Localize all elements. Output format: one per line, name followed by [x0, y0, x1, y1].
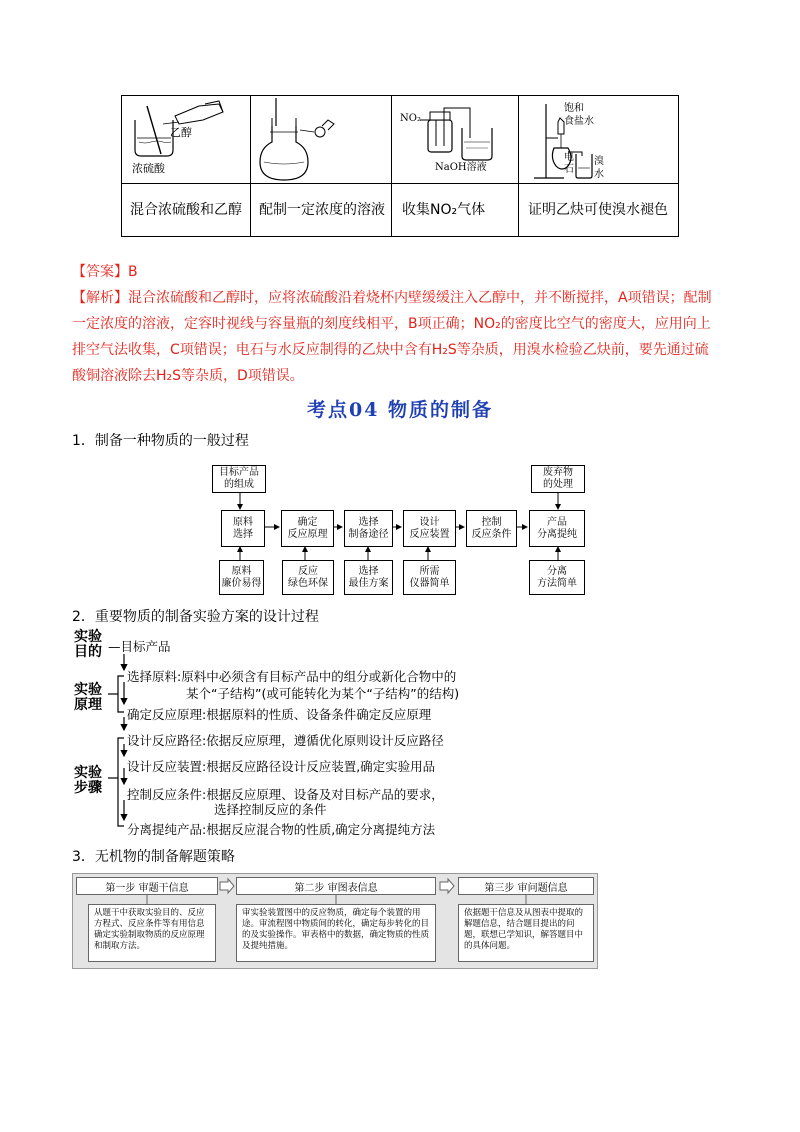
heading-1: 1．制备一种物质的一般过程	[72, 433, 249, 449]
flow1-step-raw-material: 原料 选择	[221, 510, 265, 547]
label-naoh: NaOH溶液	[435, 162, 487, 173]
label-bromine-1: 溴	[594, 156, 604, 167]
analysis-line-1: 【解析】混合浓硫酸和乙醇时，应将浓硫酸沿着烧杯内壁缓缓注入乙醇中，并不断搅拌，A项错误；配制	[72, 290, 712, 306]
flow1-step-conditions: 控制 反应条件	[466, 510, 517, 547]
label-conc-sulfuric-acid: 浓硫酸	[132, 162, 165, 175]
flow1-criterion-simple-separation: 分离 方法简单	[529, 560, 585, 595]
analysis-line-4: 酸铜溶液除去H₂S等杂质，D项错误。	[72, 368, 304, 384]
strategy-step2-body: 审实验装置图中的反应物质，确定每个装置的用途。审流程图中物质间的转化，确定每步转化的目的及实验操作。审表格中的数据，确定物质的性质及提纯措施。	[236, 904, 436, 962]
section-title: 考点04 物质的制备	[306, 399, 494, 421]
caption-a: 混合浓硫酸和乙醇	[130, 202, 242, 218]
flow2-group-purpose: 实验 目的	[74, 629, 102, 660]
heading-2: 2．重要物质的制备实验方案的设计过程	[72, 609, 319, 625]
flow2-line-route: 设计反应路径:依据反应原理，遵循优化原则设计反应路径	[127, 733, 444, 748]
flow1-criterion-green: 反应 绿色环保	[282, 560, 334, 595]
flow2-line-principle: 确定反应原理:根据原料的性质、设备条件确定反应原理	[127, 707, 432, 722]
flow2-line-select-materials: 选择原料:原料中必须含有目标产品中的组分或新化合物中的	[127, 669, 457, 684]
answer-label: 【答案】B	[72, 264, 138, 280]
analysis-line-2: 一定浓度的溶液，定容时视线与容量瓶的刻度线相平，B项正确；NO₂的密度比空气的密度大，应用向上	[72, 316, 711, 332]
flow2-line-apparatus: 设计反应装置:根据反应路径设计反应装置,确定实验用品	[127, 759, 436, 774]
label-no2: NO₂	[400, 113, 421, 124]
label-ethanol: 乙醇	[170, 126, 192, 139]
strategy-step1-body: 从题干中获取实验目的、反应方程式、反应条件等有用信息确定实验制取物质的反应原理和制取方法。	[88, 904, 216, 962]
caption-b: 配制一定浓度的溶液	[259, 202, 385, 218]
flow2-line-conditions: 控制反应条件:根据反应原理、设备及对目标产品的要求，	[127, 787, 444, 802]
label-bromine-2: 水	[594, 169, 604, 180]
heading-3: 3．无机物的制备解题策略	[72, 849, 235, 865]
analysis-line-3: 排空气法收集，C项错误；电石与水反应制得的乙炔中含有H₂S等杂质，用溴水检验乙炔前，要先通过硫	[72, 342, 709, 358]
label-carbide-1: 电	[564, 152, 574, 163]
flow2-group-steps: 实验 步骤	[74, 765, 102, 796]
flow1-criterion-cheap: 原料 廉价易得	[219, 560, 264, 595]
strategy-step1-head: 第一步 审题干信息	[76, 877, 218, 895]
flow1-criterion-best: 选择 最佳方案	[344, 560, 393, 595]
flow1-step-route: 选择 制备途径	[344, 510, 393, 547]
flow2-line-substructure: 某个“子结构”(或可能转化为某个“子结构”的结构)	[186, 686, 460, 701]
strategy-step3-head: 第三步 审问题信息	[458, 877, 594, 895]
label-brine: 食盐水	[564, 116, 594, 127]
flow2-line-separation: 分离提纯产品:根据反应混合物的性质,确定分离提纯方法	[127, 822, 436, 837]
flow1-criterion-simple-apparatus: 所需 仪器简单	[403, 560, 456, 595]
label-carbide-2: 石	[564, 164, 574, 175]
flow1-step-principle: 确定 反应原理	[281, 510, 334, 547]
strategy-step2-head: 第二步 审图表信息	[236, 877, 436, 895]
flow1-step-separation: 产品 分离提纯	[529, 510, 585, 547]
caption-c: 收集NO₂气体	[402, 202, 486, 218]
flow2-group-principle: 实验 原理	[74, 682, 102, 713]
strategy-step3-body: 依据题干信息及从图表中提取的解题信息，结合题目提出的问题，联想已学知识，解答题目中的具体问题。	[458, 904, 594, 962]
flow1-step-apparatus: 设计 反应装置	[403, 510, 456, 547]
caption-d: 证明乙炔可使溴水褪色	[528, 202, 668, 218]
flow2-purpose-line: —目标产品	[108, 639, 171, 654]
flow2-line-conditions-cont: 选择控制反应的条件	[214, 802, 327, 817]
label-saturated: 饱和	[564, 103, 584, 114]
flow1-target-composition: 目标产品 的组成	[212, 465, 266, 493]
flow1-waste-handling: 废弃物 的处理	[531, 465, 585, 493]
